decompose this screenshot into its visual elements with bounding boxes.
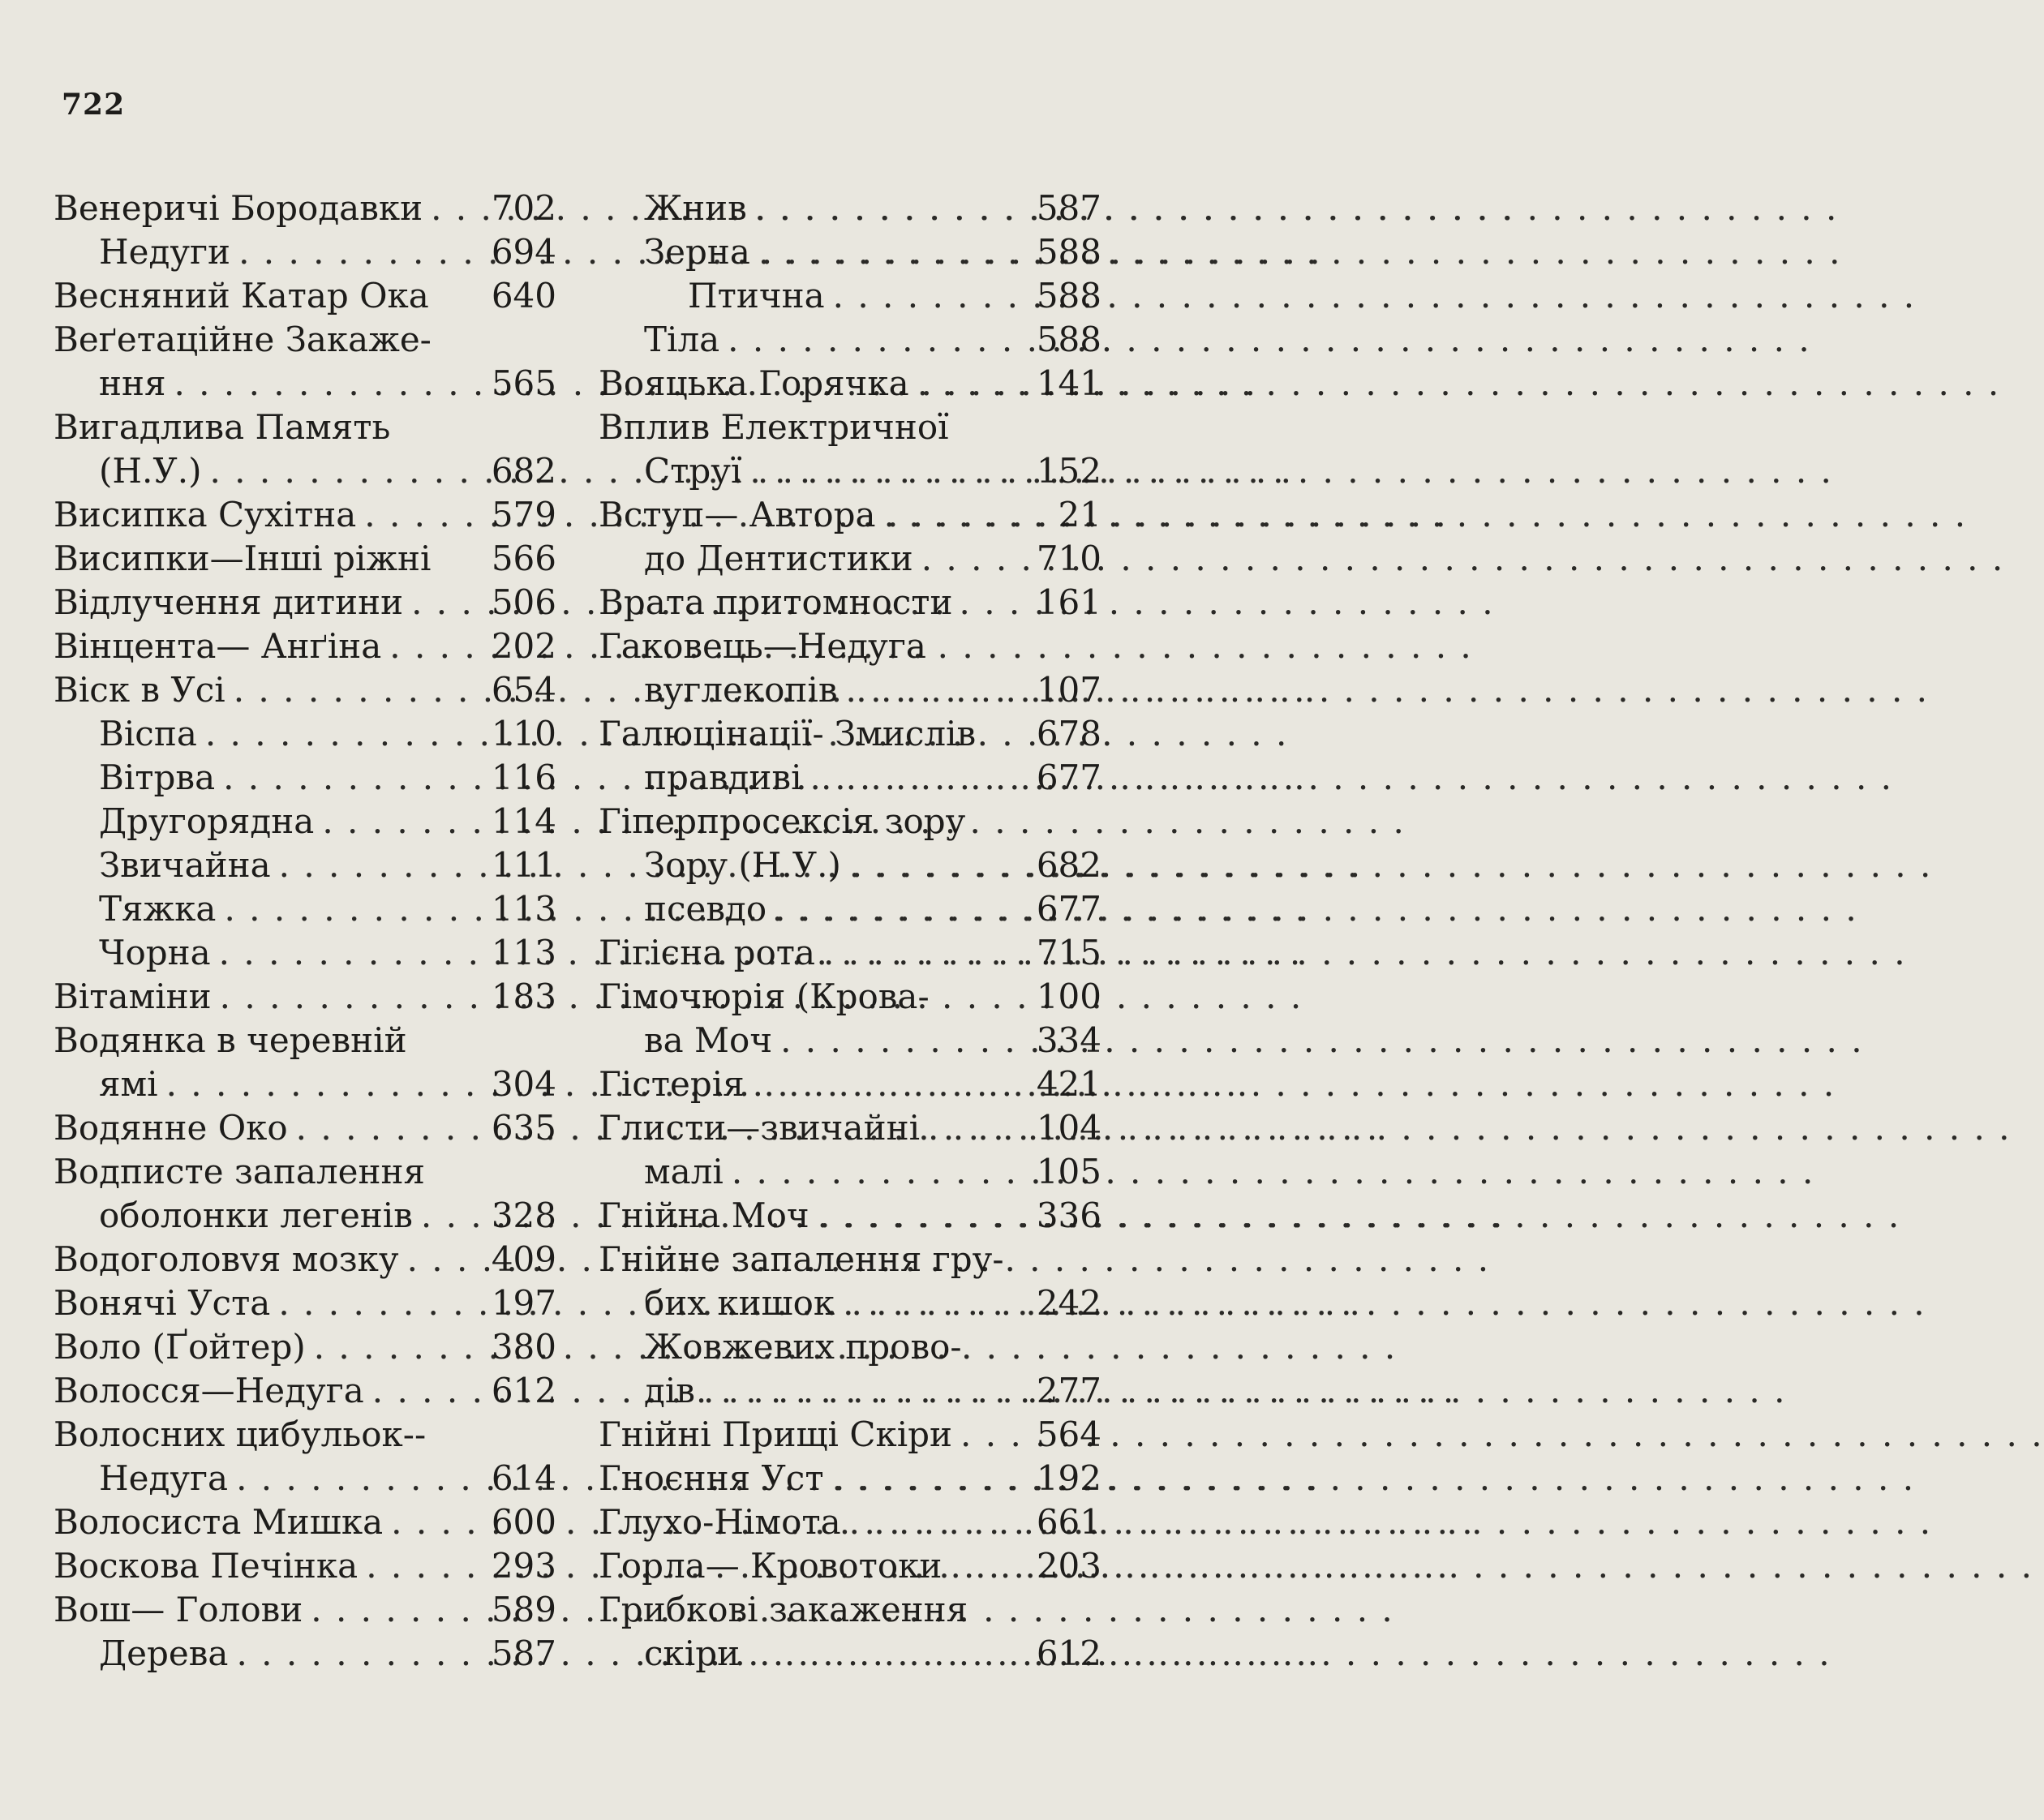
index-entry-label: Гнійне запалення гру-	[599, 1239, 1004, 1279]
index-entry	[54, 1588, 556, 1632]
index-entry-page: 589	[491, 1590, 556, 1629]
index-entry-page: 506	[491, 582, 556, 622]
index-entry-label: Віск в Усі	[54, 670, 225, 710]
index-entry	[599, 1194, 1101, 1238]
index-entry-label: дів	[644, 1371, 695, 1410]
index-entry-page: 588	[1036, 276, 1101, 315]
index-entry	[599, 931, 1101, 975]
index-entry-label: Тіла	[644, 320, 720, 359]
index-entry-label: Венеричі Бородавки	[54, 188, 423, 228]
index-entry	[599, 1062, 1101, 1106]
index-entry-label: Вонячі Уста	[54, 1283, 271, 1323]
index-entry-page: 600	[491, 1502, 556, 1542]
index-entry	[54, 449, 556, 493]
index-entry	[599, 318, 1101, 362]
index-entry-page: 380	[491, 1327, 556, 1367]
index-entry	[54, 1194, 556, 1238]
index-entry-label: ння	[99, 363, 166, 403]
dot-leader	[823, 931, 1022, 975]
dot-leader	[411, 581, 477, 625]
index-entry-page: 587	[491, 1633, 556, 1673]
index-entry-label: Горла— Кровотоки	[599, 1546, 943, 1586]
index-entry	[599, 1544, 1101, 1588]
index-entry	[54, 1413, 556, 1457]
index-entry-label: Веґетаційне Закаже-	[54, 320, 432, 359]
index-entry	[599, 756, 1101, 800]
index-entry-page: 334	[1036, 1020, 1101, 1060]
dot-leader	[279, 843, 477, 887]
index-entry-page: 677	[1036, 758, 1101, 797]
index-entry-label: Вигадлива Память	[54, 407, 391, 447]
index-entry	[599, 625, 1101, 668]
index-entry	[599, 493, 1101, 537]
index-entry	[54, 1325, 556, 1369]
index-entry	[599, 1369, 1101, 1413]
index-entry-page: 328	[491, 1195, 556, 1235]
index-entry-label: Гнійна Моч	[599, 1195, 809, 1235]
index-entry	[54, 537, 556, 581]
index-entry-label: Водписте запалення	[54, 1152, 425, 1191]
index-entry-page: 304	[491, 1064, 556, 1104]
index-entry-page: 107	[1036, 670, 1101, 710]
index-entry	[54, 625, 556, 668]
index-entry-page: 694	[491, 232, 556, 272]
index-entry-label: Вош— Голови	[54, 1590, 303, 1629]
index-entry-page: 566	[491, 539, 556, 578]
index-entry	[599, 1413, 1101, 1457]
dot-leader	[209, 449, 477, 493]
index-entry	[599, 843, 1101, 887]
index-entry-label: Вояцька Горячка	[599, 363, 909, 403]
index-entry	[54, 887, 556, 931]
index-entry-page: 614	[491, 1458, 556, 1498]
index-entry-page: 682	[491, 451, 556, 491]
index-entry-page: 565	[491, 363, 556, 403]
index-entry	[54, 1062, 556, 1106]
index-entry	[54, 1500, 556, 1544]
index-entry-page: 161	[1036, 582, 1101, 622]
dot-leader	[810, 756, 1023, 800]
index-entry-label: Гістерія	[599, 1064, 745, 1104]
dot-leader	[775, 887, 1022, 931]
index-entry-label: псевдо	[644, 889, 767, 929]
index-entry	[54, 187, 556, 230]
index-entry-label: Глисти—звичайні	[599, 1108, 921, 1148]
index-entry-label: вуглекопів	[644, 670, 838, 710]
index-entry-page: 612	[491, 1371, 556, 1410]
index-entry-label: Вінцента— Анґіна	[54, 626, 382, 666]
index-entry	[54, 1632, 556, 1676]
index-entry	[599, 1457, 1101, 1500]
index-entry	[54, 668, 556, 712]
index-entry	[54, 931, 556, 975]
index-column-left	[54, 187, 556, 1676]
index-entry-label: Волосся—Недуга	[54, 1371, 364, 1410]
index-entry-label: Відлучення дитини	[54, 582, 404, 622]
index-entry-page: 192	[1036, 1458, 1101, 1498]
dot-leader	[238, 230, 477, 274]
index-entry	[54, 1369, 556, 1413]
index-entry-page: 141	[1036, 363, 1101, 403]
index-entry-page: 654	[491, 670, 556, 710]
index-entry-label: Жнив	[644, 188, 747, 228]
index-entry	[54, 274, 556, 318]
index-entry-label: Недуга	[99, 1458, 229, 1498]
dot-leader	[960, 1413, 1022, 1457]
index-entry-label: Другорядна	[99, 801, 315, 841]
index-entry-page: 242	[1036, 1283, 1101, 1323]
index-entry-page: 409	[491, 1239, 556, 1279]
index-entry-label: Вітрва	[99, 758, 216, 797]
index-entry	[54, 1544, 556, 1588]
dot-leader	[220, 975, 477, 1019]
index-entry-page: 421	[1036, 1064, 1101, 1104]
index-entry-label: Вітаміни	[54, 977, 212, 1016]
index-entry	[599, 449, 1101, 493]
index-entry-label: Зору (Н.У.)	[644, 845, 841, 885]
dot-leader	[219, 931, 477, 975]
index-entry-label: Глухо-Німота	[599, 1502, 841, 1542]
index-entry-label: Водянка в черевній	[54, 1020, 407, 1060]
index-entry-page: 579	[491, 495, 556, 534]
dot-leader	[372, 1369, 477, 1413]
index-entry	[599, 1281, 1101, 1325]
index-entry-label: Вплив Електричної	[599, 407, 949, 447]
index-entry-label: оболонки легенів	[99, 1195, 413, 1235]
index-entry-label: малі	[644, 1152, 724, 1191]
dot-leader	[236, 1457, 477, 1500]
dot-leader	[322, 800, 477, 843]
index-entry-page: 110	[491, 714, 556, 753]
index-entry-page: 588	[1036, 320, 1101, 359]
dot-leader	[174, 362, 477, 406]
index-entry-page: 111	[491, 845, 556, 885]
dot-leader	[234, 668, 477, 712]
dot-leader	[431, 187, 477, 230]
index-entry-label: Звичайна	[99, 845, 271, 885]
index-entry	[54, 712, 556, 756]
dot-leader	[166, 1062, 477, 1106]
index-entry-label: Грибкові закаження	[599, 1590, 968, 1629]
dot-leader	[389, 625, 477, 668]
index-entry-page: 104	[1036, 1108, 1101, 1148]
index-entry-page: 661	[1036, 1502, 1101, 1542]
dot-leader	[421, 1194, 477, 1238]
dot-leader	[833, 274, 1022, 318]
index-entry-page: 21	[1058, 495, 1101, 534]
dot-leader	[921, 537, 1022, 581]
dot-leader	[407, 1238, 477, 1281]
index-entry-page: 635	[491, 1108, 556, 1148]
index-entry	[54, 1106, 556, 1150]
index-entry	[599, 230, 1101, 274]
index-entry-page: 105	[1036, 1152, 1101, 1191]
index-entry-page: 715	[1036, 933, 1101, 972]
index-entry	[599, 274, 1101, 318]
dot-leader	[224, 887, 477, 931]
index-entry	[599, 668, 1101, 712]
dot-leader	[314, 1325, 477, 1369]
index-entry-label: Висипки—Інші ріжні	[54, 539, 432, 578]
dot-leader	[832, 1457, 1022, 1500]
index-entry-label: Вступ— Автора	[599, 495, 876, 534]
index-entry-page: 183	[491, 977, 556, 1016]
index-entry	[599, 1632, 1101, 1676]
index-entry-page: 336	[1036, 1195, 1101, 1235]
dot-leader	[917, 362, 1022, 406]
index-entry-page: 702	[491, 188, 556, 228]
index-entry-label: Гігієна рота	[599, 933, 816, 972]
dot-leader	[884, 493, 1022, 537]
index-entry-page: 612	[1036, 1633, 1101, 1673]
index-entry-page: 587	[1036, 188, 1101, 228]
dot-leader	[818, 1194, 1022, 1238]
index-entry-page: 588	[1036, 232, 1101, 272]
dot-leader	[703, 1369, 1022, 1413]
index-entry-label: Гаковець—Недуга	[599, 626, 926, 666]
index-entry-label: ва Моч	[644, 1020, 773, 1060]
index-entry-page: 152	[1036, 451, 1101, 491]
index-entry-page: 678	[1036, 714, 1101, 753]
index-entry-page: 113	[491, 889, 556, 929]
dot-leader	[849, 1500, 1022, 1544]
index-entry	[54, 406, 556, 449]
index-entry-page: 710	[1036, 539, 1101, 578]
dot-leader	[236, 1632, 477, 1676]
index-entry-label: до Дентистики	[644, 539, 913, 578]
index-entry-label: Недуги	[99, 232, 231, 272]
page-number: 722	[62, 88, 126, 122]
index-entry-label: Жовжевих прово-	[644, 1327, 962, 1367]
index-entry	[54, 318, 556, 362]
dot-leader	[755, 187, 1022, 230]
index-entry	[54, 493, 556, 537]
dot-leader	[758, 230, 1022, 274]
index-entry-page: 114	[491, 801, 556, 841]
index-entry-label: Висипка Сухітна	[54, 495, 357, 534]
index-entry	[54, 581, 556, 625]
index-entry-label: Воскова Печінка	[54, 1546, 359, 1586]
index-entry	[599, 887, 1101, 931]
index-entry	[599, 712, 1101, 756]
index-entry	[599, 1238, 1101, 1281]
index-entry-label: Волосиста Мишка	[54, 1502, 384, 1542]
index-entry-label: Тяжка	[99, 889, 217, 929]
dot-leader	[311, 1588, 477, 1632]
dot-leader	[728, 318, 1022, 362]
index-entry	[599, 187, 1101, 230]
index-entry	[54, 1019, 556, 1062]
index-entry	[599, 581, 1101, 625]
index-entry-page: 113	[491, 933, 556, 972]
index-entry	[599, 800, 1101, 843]
index-entry-page: 100	[1036, 977, 1101, 1016]
index-entry	[599, 1150, 1101, 1194]
dot-leader	[849, 843, 1022, 887]
index-entry-label: скіри	[644, 1633, 741, 1673]
dot-leader	[843, 1281, 1022, 1325]
index-entry-label: Весняний Катар Ока	[54, 276, 429, 315]
index-entry-page: 564	[1036, 1414, 1101, 1454]
index-entry	[599, 537, 1101, 581]
index-entry-label: (Н.У.)	[99, 451, 202, 491]
index-entry	[54, 1238, 556, 1281]
index-entry-page: 203	[1036, 1546, 1101, 1586]
dot-leader	[732, 1150, 1022, 1194]
dot-leader	[950, 1544, 1022, 1588]
index-entry-label: Гнійні Прищі Скіри	[599, 1414, 953, 1454]
index-entry	[54, 800, 556, 843]
index-entry-label: Волосних цибульок--	[54, 1414, 427, 1454]
index-entry-page: 277	[1036, 1371, 1101, 1410]
index-entry-label: Птична	[688, 276, 825, 315]
index-entry	[599, 362, 1101, 406]
index-entry-label: бих кишок	[644, 1283, 835, 1323]
dot-leader	[366, 1544, 477, 1588]
index-entry-page: 640	[491, 276, 556, 315]
dot-leader	[223, 756, 477, 800]
index-entry	[599, 1588, 1101, 1632]
dot-leader	[780, 1019, 1022, 1062]
index-entry	[599, 406, 1101, 449]
index-entry-page: 677	[1036, 889, 1101, 929]
index-entry-label: Гноєння Уст	[599, 1458, 824, 1498]
index-entry-page: 197	[491, 1283, 556, 1323]
index-entry-label: Чорна	[99, 933, 211, 972]
index-entry-label: Воло (Ґойтер)	[54, 1327, 306, 1367]
index-entry	[54, 362, 556, 406]
index-entry-label: ямі	[99, 1064, 158, 1104]
index-entry-label: Дерева	[99, 1633, 229, 1673]
index-entry	[599, 975, 1101, 1019]
index-entry-label: Гіперпросексія зору	[599, 801, 966, 841]
index-entry-label: Галюцінації- Змислів	[599, 714, 977, 753]
index-entry-label: Віспа	[99, 714, 197, 753]
index-entry-label: Зерна	[644, 232, 750, 272]
index-entry-label: Врата притомности	[599, 582, 953, 622]
index-entry	[54, 1281, 556, 1325]
index-entry-page: 202	[491, 626, 556, 666]
index-entry-label: Струї	[644, 451, 742, 491]
index-entry-label: Водоголовvя мозку	[54, 1239, 399, 1279]
index-entry-label: Водянне Око	[54, 1108, 288, 1148]
index-column-right	[599, 187, 1101, 1676]
dot-leader	[278, 1281, 477, 1325]
index-entry-label: правдиві	[644, 758, 802, 797]
dot-leader	[391, 1500, 477, 1544]
index-entry-page: 293	[491, 1546, 556, 1586]
dot-leader	[748, 1632, 1022, 1676]
dot-leader	[928, 1106, 1022, 1150]
index-entry-page: 116	[491, 758, 556, 797]
index-entry	[54, 843, 556, 887]
dot-leader	[749, 449, 1022, 493]
dot-leader	[846, 668, 1022, 712]
dot-leader	[205, 712, 477, 756]
index-entry	[599, 1500, 1101, 1544]
dot-leader	[753, 1062, 1022, 1106]
dot-leader	[364, 493, 477, 537]
index-entry	[599, 1106, 1101, 1150]
index-entry-label: Гімочюрія (Крова-	[599, 977, 930, 1016]
index-entry-page: 682	[1036, 845, 1101, 885]
index-entry	[54, 1150, 556, 1194]
index-entry	[54, 756, 556, 800]
index-entry	[599, 1325, 1101, 1369]
index-entry	[599, 1019, 1101, 1062]
index-entry	[54, 230, 556, 274]
index-entry	[54, 1457, 556, 1500]
dot-leader	[296, 1106, 477, 1150]
index-entry	[54, 975, 556, 1019]
